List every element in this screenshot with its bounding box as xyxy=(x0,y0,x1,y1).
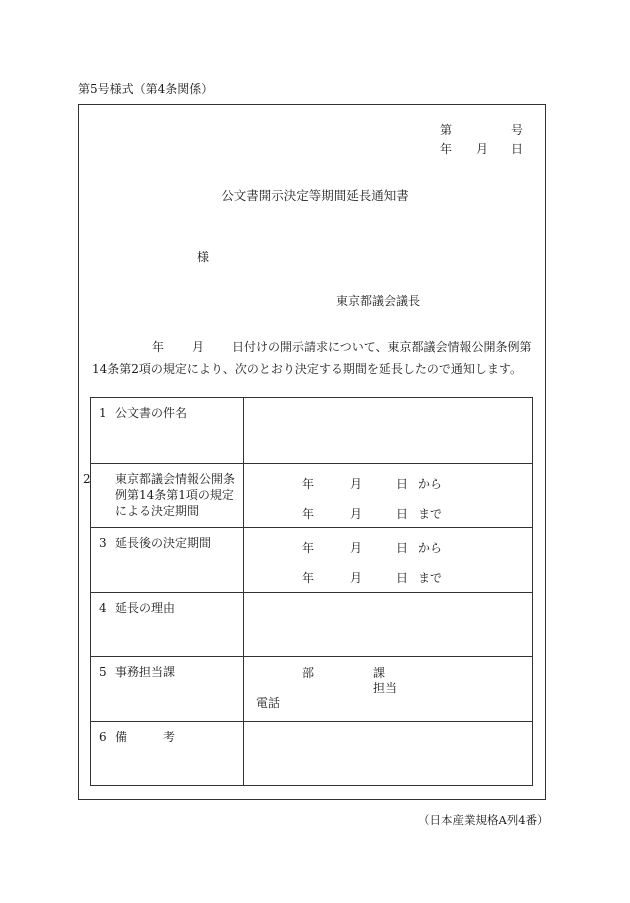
reason-value xyxy=(244,593,533,657)
extended-period-value xyxy=(244,528,533,593)
row-label: 2 東京都議会情報公開条例第14条第1項の規定による決定期間 xyxy=(91,464,244,528)
document-title: 公文書開示決定等期間延長通知書 xyxy=(221,188,409,203)
original-period-value xyxy=(244,464,533,528)
row-label: 3 延長後の決定期間 xyxy=(91,528,244,593)
period-from-line: 年 月 日 から xyxy=(302,541,443,555)
body-paragraph xyxy=(92,336,538,380)
addressee-suffix: 様 xyxy=(197,250,210,264)
table-row xyxy=(91,398,533,464)
paper-size-note: （日本産業規格A列4番） xyxy=(418,813,549,827)
issue-date-month: 月 xyxy=(476,142,489,156)
row-label: 5 事務担当課 xyxy=(91,657,244,722)
sender-name: 東京都議会議長 xyxy=(336,294,421,308)
doc-number-suffix: 号 xyxy=(511,123,524,137)
row-label: 6 備 考 xyxy=(91,722,244,786)
table-row xyxy=(91,722,533,786)
issue-date-year: 年 xyxy=(440,142,453,156)
body-text: 日付けの開示請求について、東京都議会情報公開条例第14条第2項の規定により、次のとおり決定する期間を延長したので通知します。 xyxy=(92,340,532,376)
period-to-line: 年 月 日 まで xyxy=(302,507,443,521)
period-from-line: 年 月 日 から xyxy=(302,477,443,491)
dept-tel: 電話 xyxy=(256,696,281,710)
dept-tanto: 担当 xyxy=(373,681,398,695)
row-label: 4 延長の理由 xyxy=(91,593,244,657)
table-row xyxy=(91,464,533,528)
body-month: 月 xyxy=(192,340,205,354)
form-number-label: 第5号様式（第4条関係） xyxy=(78,82,214,96)
table-row xyxy=(91,593,533,657)
table-row xyxy=(91,657,533,722)
doc-number-prefix: 第 xyxy=(440,123,453,137)
issue-date-day: 日 xyxy=(511,142,524,156)
body-year: 年 xyxy=(152,340,165,354)
dept-ka: 課 xyxy=(373,666,386,680)
row-label: 1 公文書の件名 xyxy=(91,398,244,464)
table-row xyxy=(91,528,533,593)
info-table xyxy=(83,397,533,786)
subject-value xyxy=(244,398,533,464)
department-value xyxy=(244,657,533,722)
dept-bu: 部 xyxy=(302,666,315,680)
period-to-line: 年 月 日 まで xyxy=(302,571,443,585)
remarks-value xyxy=(244,722,533,786)
